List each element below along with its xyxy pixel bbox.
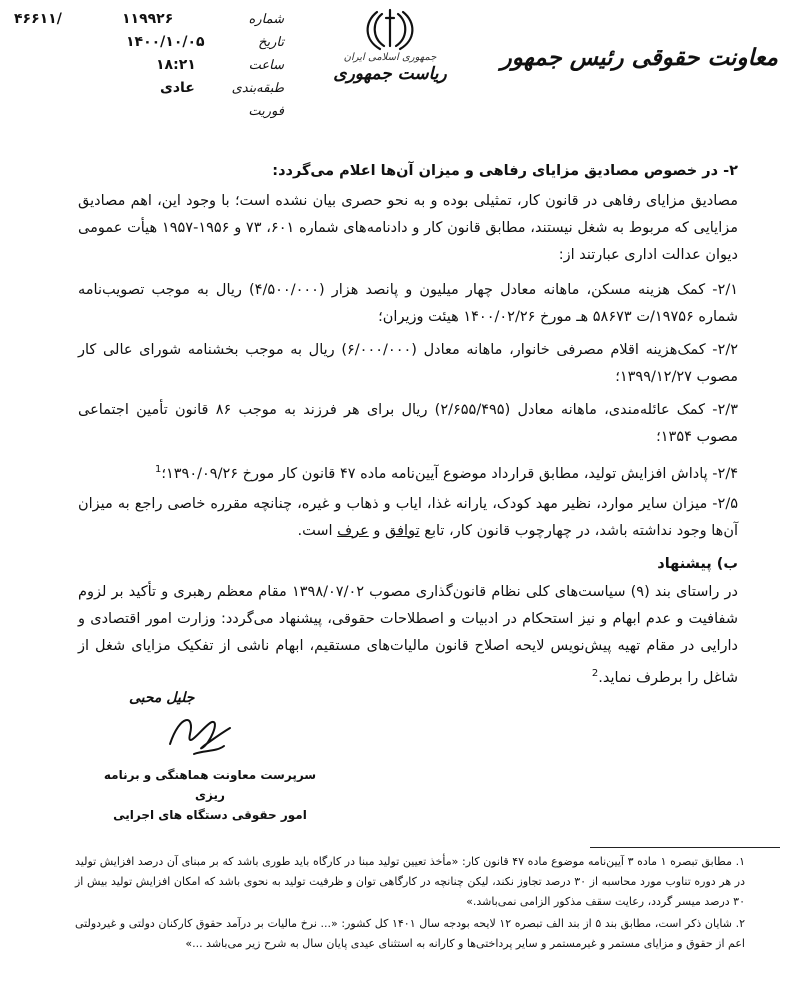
section-suggestion-heading: ب) پیشنهاد bbox=[657, 555, 738, 572]
footnote-ref-2[interactable]: 2 bbox=[591, 667, 599, 679]
term-custom: عرف bbox=[337, 522, 369, 539]
time-label: ساعت bbox=[248, 58, 284, 73]
number-label: شماره bbox=[248, 12, 284, 27]
organization-title: معاونت حقوقی رئیس جمهور bbox=[500, 44, 778, 71]
urgency-label: فوریت bbox=[248, 104, 284, 119]
footnotes bbox=[75, 852, 745, 954]
classification-label: طبقه‌بندی bbox=[231, 81, 284, 96]
paragraph-2-4-text: ۲/۴- پاداش افزایش تولید، مطابق قرارداد موضوع آیین‌نامه ماده ۴۷ قانون کار مورخ ۱۳۹۰/۰۹/۲۶؛ bbox=[161, 465, 738, 482]
footnote-divider bbox=[590, 847, 780, 848]
footnote-1: ۱. مطابق تبصره ۱ ماده ۳ آیین‌نامه موضوع ماده ۴۷ قانون کار: «مأخذ تعیین تولید مبنا در کارگاه باید طوری باشد که بر مبنای آن درصد افزایش تولید در هر دوره تناوب مورد محاسبه از ۳۰ درصد تجاوز نکند، لیکن چنانچه در کارگاهی توان و ظرفیت تولید به نحوی باشد که امکان افزایش تولید بیش از ۳۰ درصد میسر گردد، رعایت سقف مذکور الزامی نمی‌باشد.» bbox=[75, 855, 745, 908]
date-value: ۱۴۰۰/۱۰/۰۵ bbox=[126, 34, 205, 50]
paragraph-2-2: ۲/۲- کمک‌هزینه اقلام مصرفی خانوار، ماهانه معادل (۶/۰۰۰/۰۰۰) ریال به موجب بخشنامه شورای عالی کار مصوب ۱۳۹۹/۱۲/۲۷؛ bbox=[78, 342, 739, 385]
signatory-name: جلیل محبی bbox=[129, 690, 195, 706]
emblem-caption-main: ریاست جمهوری bbox=[333, 64, 447, 84]
time-row bbox=[14, 56, 284, 79]
number-row bbox=[14, 10, 284, 33]
paragraph-suggestion-text: در راستای بند (۹) سیاست‌های کلی نظام قانون‌گذاری مصوب ۱۳۹۸/۰۷/۰۲ مقام معظم رهبری و تأکید بر لزوم شفافیت و عدم ابهام و نیز استحکام در ادبیات و اصطلاحات حقوقی، پیشنهاد می‌گردد: وزارت امور اقتصادی و دارایی در مقام تهیه پیش‌نویس لایحه اصلاح قانون مالیات‌های مستقیم، ابهام ناشی از تفکیک مزایای شغل از شاغل را برطرف نماید. bbox=[78, 583, 738, 686]
signatory-title-line2: امور حقوقی دستگاه های اجرایی bbox=[113, 808, 307, 822]
date-row bbox=[14, 33, 284, 56]
date-label: تاریخ bbox=[258, 35, 284, 50]
signatory-title-line1: سرپرست معاونت هماهنگی و برنامه ریزی bbox=[103, 768, 317, 802]
paragraph-2-5-text: ۲/۵- میزان سایر موارد، نظیر مهد کودک، یارانه غذا، ایاب و ذهاب و غیره، چنانچه مقرره خاصی راجع به میزان آن‌ها وجود نداشته باشد، در چهارچوب قانون کار، تابع bbox=[78, 495, 738, 539]
signature-block bbox=[95, 690, 325, 822]
paragraph-suggestion bbox=[78, 579, 738, 692]
paragraph-2-1: ۲/۱- کمک هزینه مسکن، ماهانه معادل چهار میلیون و پانصد هزار (۴/۵۰۰/۰۰۰) ریال به موجب تصویب‌نامه شماره ۱۹۷۵۶/ت ۵۸۶۷۳ هـ مورخ ۱۴۰۰/۰۲/۲۶ هیئت وزیران؛ bbox=[78, 282, 738, 325]
footnote-2: ۲. شایان ذکر است، مطابق بند ۵ از بند الف تبصره ۱۲ لایحه بودجه سال ۱۴۰۱ کل کشور: «... نرخ مالیات بر درآمد حقوق کارکنان دولتی و غیردولتی اعم از حقوق و مزایای مستمر و غیرمستمر و سایر پرداختی‌ها و کارانه به استثنای عیدی پایان سال به شرح زیر می‌باشد ...» bbox=[75, 917, 745, 950]
classification-row bbox=[14, 79, 284, 102]
paragraph-2-3: ۲/۳- کمک عائله‌مندی، ماهانه معادل (۲/۶۵۵/۴۹۵) ریال برای هر فرزند به موجب ۸۶ قانون تأمین اجتماعی مصوب ۱۳۵۴؛ bbox=[78, 402, 738, 445]
paragraph-2-4 bbox=[78, 457, 738, 487]
term-agreement: توافق bbox=[385, 522, 420, 539]
footnote-ref-1[interactable]: 1 bbox=[154, 464, 162, 475]
classification-value: عادی bbox=[160, 80, 195, 96]
time-value: ۱۸:۲۱ bbox=[156, 57, 196, 73]
emblem-caption bbox=[315, 52, 465, 84]
paragraph-main: مصادیق مزایای رفاهی در قانون کار، تمثیلی بوده و به نحو حصری بیان نشده است؛ با وجود این، اهم مصادیق مزایایی که مربوط به شغل نیستند، مطابق قانون کار و دادنامه‌های شماره ۶۰۱، ۷۳ و ۱۹۵۶-۱۹۵۷ هیأت عمومی دیوان عدالت اداری عبارتند از: bbox=[78, 193, 738, 263]
paragraph-2-5-and: و bbox=[368, 522, 386, 539]
signatory-title bbox=[95, 765, 325, 825]
iran-emblem-icon bbox=[360, 6, 420, 52]
paragraph-2-5 bbox=[78, 491, 738, 545]
reference-block bbox=[14, 10, 284, 125]
handwritten-signature-icon bbox=[150, 704, 260, 764]
number-value: ۱۱۹۹۲۶ bbox=[122, 11, 174, 27]
letter-body bbox=[78, 158, 738, 692]
paragraph-2-5-end: است. bbox=[297, 522, 338, 539]
number-extra: ۴۶۶۱۱/ bbox=[14, 11, 62, 27]
urgency-row bbox=[14, 102, 284, 125]
paragraph-intro: ۲- در خصوص مصادیق مزایای رفاهی و میزان آن‌ها اعلام می‌گردد: bbox=[272, 163, 738, 179]
emblem-caption-top: جمهوری اسلامی ایران bbox=[343, 52, 437, 63]
